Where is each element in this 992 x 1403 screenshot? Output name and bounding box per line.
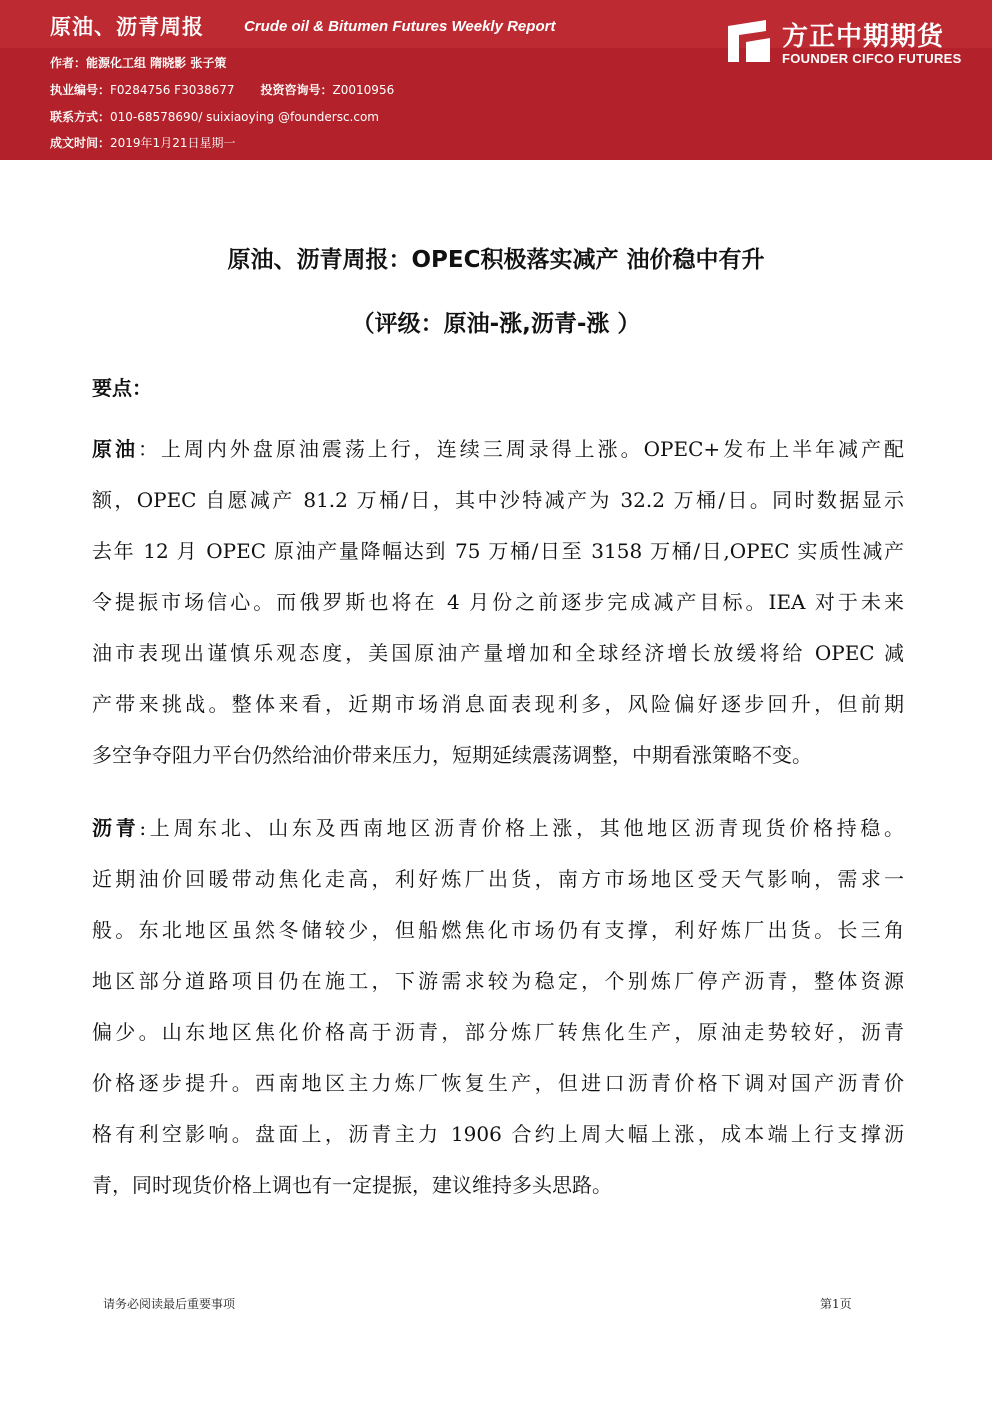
key-points-heading: 要点： (92, 376, 152, 400)
authors-line: 作者：能源化工组 隋晓影 张子策 (50, 56, 227, 70)
report-title-en: Crude oil & Bitumen Futures Weekly Report (244, 18, 556, 35)
document-title: 原油、沥青周报：OPEC积极落实减产 油价稳中有升 (227, 247, 765, 273)
crude-oil-line: 油市表现出谨慎乐观态度，美国原油产量增加和全球经济增长放缓将给 OPEC 减 (92, 641, 904, 665)
crude-oil-line: 产带来挑战。整体来看，近期市场消息面表现利多，风险偏好逐步回升，但前期 (92, 692, 904, 716)
page-number: 第1页 (820, 1297, 852, 1311)
date-line (50, 136, 235, 150)
asphalt-paragraph (92, 803, 904, 1211)
crude-oil-lead: 原油 (92, 437, 138, 461)
crude-oil-line: 额，OPEC 自愿减产 81.2 万桶/日，其中沙特减产为 32.2 万桶/日。同时数据显示 (92, 488, 904, 512)
crude-oil-line: 去年 12 月 OPEC 原油产量降幅达到 75 万桶/日至 3158 万桶/日,OPEC 实质性减产 (92, 539, 904, 563)
date-value: 2019年1月21日星期一 (110, 136, 236, 150)
report-header-banner (0, 0, 992, 160)
consult-value: Z0010956 (332, 83, 395, 97)
crude-oil-line: 多空争夺阻力平台仍然给油价带来压力，短期延续震荡调整，中期看涨策略不变。 (92, 743, 812, 767)
date-label: 成文时间： (50, 136, 111, 150)
asphalt-line: 偏少。山东地区焦化价格高于沥青，部分炼厂转焦化生产，原油走势较好，沥青 (92, 1020, 904, 1044)
asphalt-line: 价格逐步提升。西南地区主力炼厂恢复生产，但进口沥青价格下调对国产沥青价 (92, 1071, 904, 1095)
logo-text-cn: 方正中期期货 (782, 22, 945, 52)
asphalt-line: 地区部分道路项目仍在施工，下游需求较为稳定，个别炼厂停产沥青，整体资源 (92, 969, 904, 993)
license-value: F0284756 F3038677 (110, 83, 235, 97)
asphalt-line: 沥青:上周东北、山东及西南地区沥青价格上涨，其他地区沥青现货价格持稳。 (92, 816, 904, 840)
founder-logo-icon (726, 18, 772, 64)
asphalt-line: 青，同时现货价格上调也有一定提振，建议维持多头思路。 (92, 1173, 612, 1197)
disclaimer-note: 请务必阅读最后重要事项 (103, 1297, 236, 1311)
crude-oil-paragraph (92, 424, 904, 781)
contact-value: 010-68578690/ suixiaoying @foundersc.com (110, 110, 379, 124)
asphalt-line: 近期油价回暖带动焦化走高，利好炼厂出货，南方市场地区受天气影响，需求一 (92, 867, 904, 891)
contact-line (50, 110, 379, 124)
contact-label: 联系方式： (50, 110, 111, 124)
crude-oil-line: 令提振市场信心。而俄罗斯也将在 4 月份之前逐步完成减产目标。IEA 对于未来 (92, 590, 904, 614)
asphalt-line: 般。东北地区虽然冬储较少，但船燃焦化市场仍有支撑，利好炼厂出货。长三角 (92, 918, 904, 942)
asphalt-line: 格有利空影响。盘面上，沥青主力 1906 合约上周大幅上涨，成本端上行支撑沥 (92, 1122, 904, 1146)
report-title-cn: 原油、沥青周报 (50, 15, 204, 39)
company-logo (726, 18, 976, 70)
crude-oil-line: 原油：上周内外盘原油震荡上行，连续三周录得上涨。OPEC+发布上半年减产配 (92, 437, 904, 461)
consult-label: 投资咨询号： (260, 83, 333, 97)
license-line (50, 83, 394, 97)
logo-text-en: FOUNDER CIFCO FUTURES (782, 51, 962, 66)
rating-line: （评级：原油-涨,沥青-涨 ） (351, 311, 641, 337)
license-label: 执业编号： (50, 83, 111, 97)
asphalt-lead: 沥青 (92, 816, 140, 840)
